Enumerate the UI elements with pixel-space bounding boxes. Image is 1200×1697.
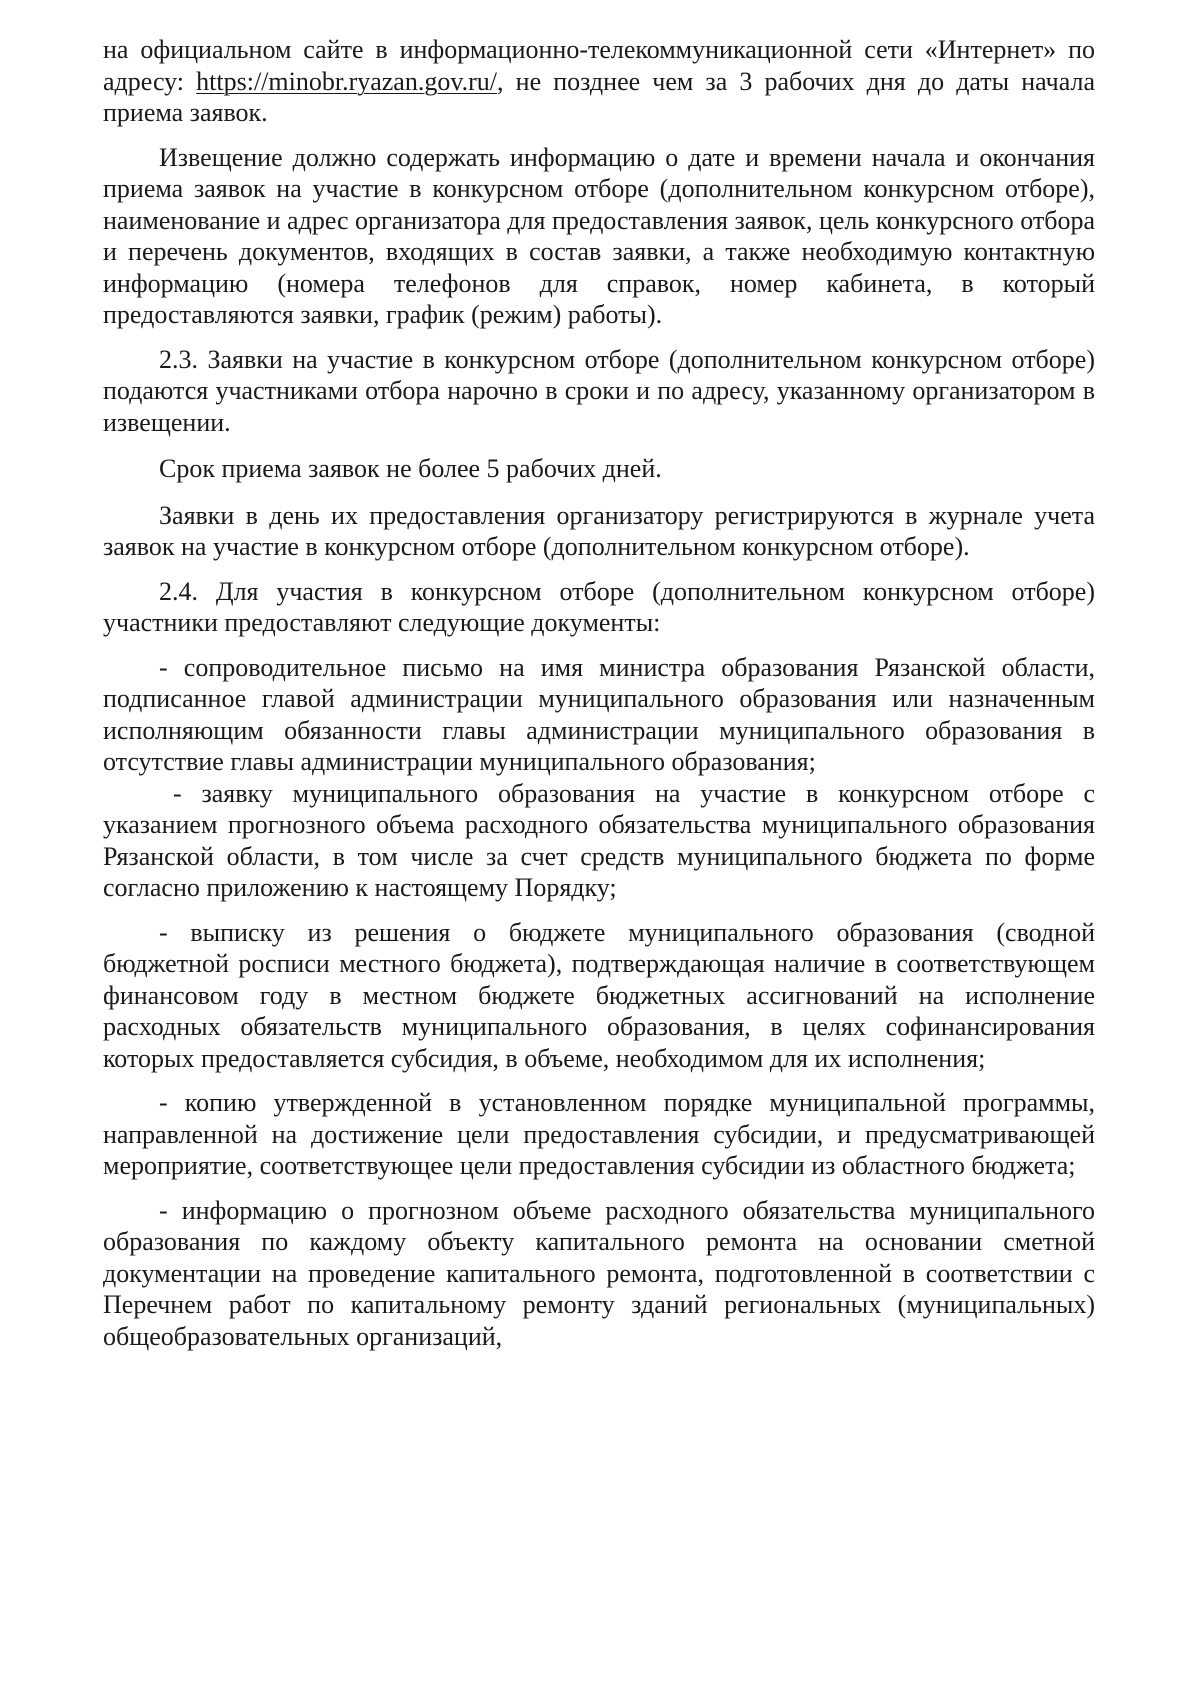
- list-item-program-copy: - копию утвержденной в установленном порядке муниципальной программы, направленной на достижение цели предоставления субсидии, и предусматривающей мероприятие, соответствующее цели предоставления субсидии из областного бюджета;: [103, 1088, 1095, 1180]
- list-item-cover-letter: - сопроводительное письмо на имя министра образования Рязанской области, подписанное главой администрации муниципального образования или назначенным исполняющим обязанности главы администрации муниципального образования в отсутствие главы администрации муниципального образования;: [103, 652, 1095, 776]
- document-page: [103, 34, 1095, 1352]
- paragraph-intro-text-end: , не позднее чем за 3 рабочих дня до даты начала приема заявок.: [103, 66, 1095, 127]
- website-link[interactable]: https://minobr.ryazan.gov.ru/: [196, 66, 498, 96]
- paragraph-intro: [103, 34, 1095, 129]
- paragraph-registration: Заявки в день их предоставления организатору регистрируются в журнале учета заявок на участие в конкурсном отборе (дополнительном конкурсном отборе).: [103, 500, 1095, 561]
- paragraph-deadline: Срок приема заявок не более 5 рабочих дней.: [159, 454, 662, 483]
- paragraph-intro-text-start: на официальном сайте в информационно-телекоммуникационной сети «Интернет» по адресу:: [103, 35, 1095, 96]
- paragraph-notice-content: Извещение должно содержать информацию о дате и времени начала и окончания приема заявок на участие в конкурсном отборе (дополнительном конкурсном отборе), наименование и адрес организатора для предоставления заявок, цель конкурсного отбора и перечень документов, входящих в состав заявки, а также необходимую контактную информацию (номера телефонов для справок, номер кабинета, в который предоставляются заявки, график (режим) работы).: [103, 142, 1095, 329]
- list-item-budget-extract: - выписку из решения о бюджете муниципального образования (сводной бюджетной росписи местного бюджета), подтверждающая наличие в соответствующем финансовом году в местном бюджете бюджетных ассигнований на исполнение расходных обязательств муниципального образования, в целях софинансирования которых предоставляется субсидия, в объеме, необходимом для их исполнения;: [103, 917, 1095, 1073]
- paragraph-2-3: 2.3. Заявки на участие в конкурсном отборе (дополнительном конкурсном отборе) подаются участниками отбора нарочно в сроки и по адресу, указанному организатором в извещении.: [103, 344, 1095, 437]
- paragraph-2-4: 2.4. Для участия в конкурсном отборе (дополнительном конкурсном отборе) участники предоставляют следующие документы:: [103, 576, 1095, 637]
- list-item-application: - заявку муниципального образования на участие в конкурсном отборе с указанием прогнозного объема расходного обязательства муниципального образования Рязанской области, в том числе за счет средств муниципального бюджета по форме согласно приложению к настоящему Порядку;: [103, 778, 1095, 902]
- list-item-forecast-info: - информацию о прогнозном объеме расходного обязательства муниципального образования по каждому объекту капитального ремонта на основании сметной документации на проведение капитального ремонта, подготовленной в соответствии с Перечнем работ по капитальному ремонту зданий региональных (муниципальных) общеобразовательных организаций,: [103, 1195, 1095, 1351]
